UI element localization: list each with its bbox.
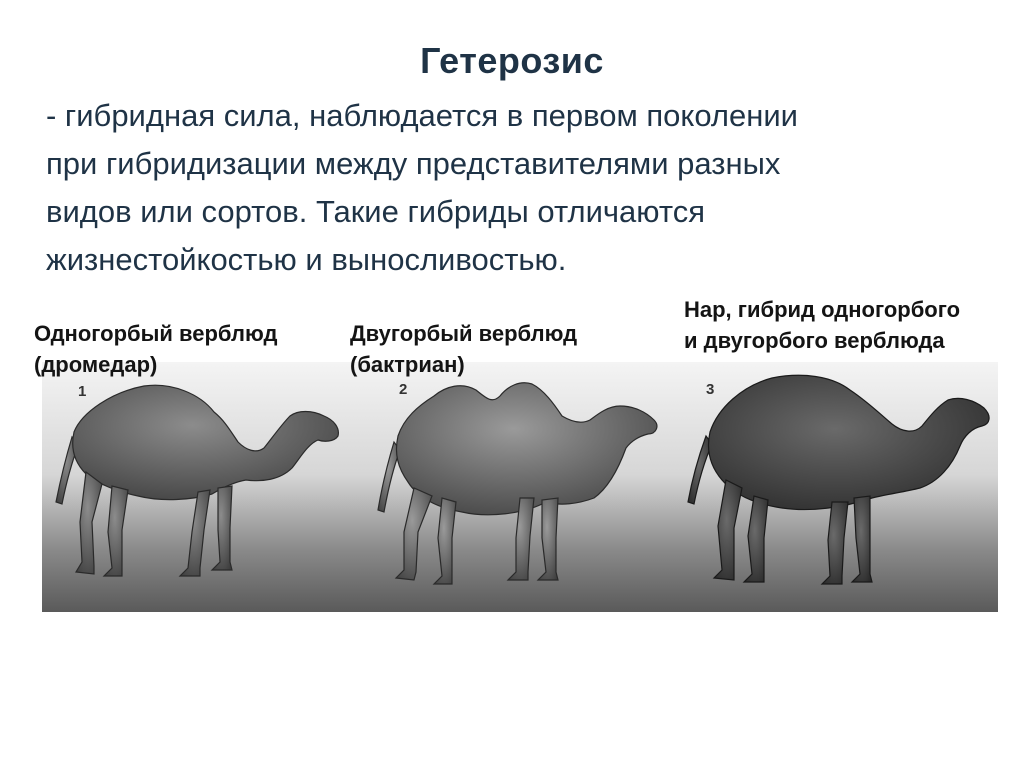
caption-hybrid-line-2: и двугорбого верблюда [684,328,945,353]
caption-dromedary-line-1: Одногорбый верблюд [34,321,278,346]
caption-hybrid [684,294,960,356]
definition-line-2: при гибридизации между представителями разных [46,146,781,181]
caption-hybrid-line-1: Нар, гибрид одногорбого [684,297,961,322]
figure-number-1: 1 [78,383,87,400]
caption-dromedary [34,318,277,380]
definition-line-1: - гибридная сила, наблюдается в первом поколении [46,98,798,133]
caption-bactrian-line-1: Двугорбый верблюд [350,321,578,346]
definition-text [46,92,986,284]
caption-bactrian [350,318,577,380]
caption-dromedary-line-2: (дромедар) [34,352,158,377]
figure-number-2: 2 [399,381,408,398]
definition-line-4: жизнестойкостью и выносливостью. [46,242,567,277]
camels-illustration [42,362,998,612]
slide-title: Гетерозис [420,40,604,81]
figure-number-3: 3 [706,381,715,398]
definition-line-3: видов или сортов. Такие гибриды отличаются [46,194,705,229]
caption-bactrian-line-2: (бактриан) [350,352,465,377]
